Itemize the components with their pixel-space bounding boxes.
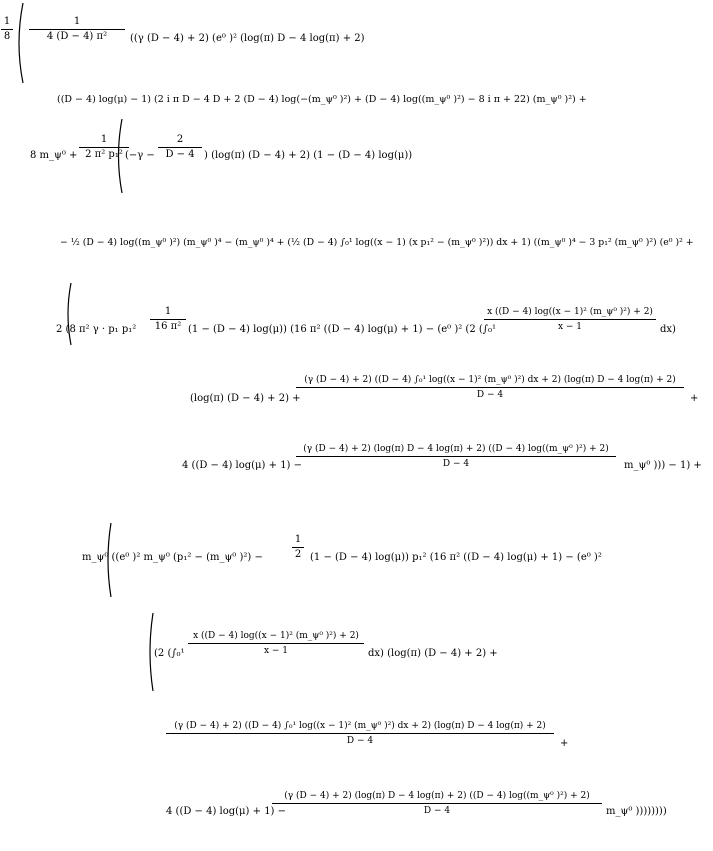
fraction-numerator: 1 <box>294 534 302 545</box>
fraction-denominator: x − 1 <box>188 643 364 657</box>
line-5-tail: dx) <box>660 324 676 335</box>
fraction-denominator: 8 <box>1 29 13 43</box>
fraction-gamma-term-1 <box>296 374 684 401</box>
line-7-lead: 4 ((D − 4) log(μ) + 1) − <box>182 460 303 471</box>
big-open-paren-4 <box>104 522 112 598</box>
line-3-mid: (−γ − <box>125 150 155 161</box>
fraction-denominator: D − 4 <box>166 733 554 747</box>
fraction-numerator: 2 <box>176 134 184 145</box>
fraction-numerator: x ((D − 4) log((x − 1)² (m_ψ⁰ )²) + 2) <box>193 631 359 641</box>
fraction-numerator: (γ (D − 4) + 2) (log(π) D − 4 log(π) + 2) ((D − 4) log((m_ψ⁰ )²) + 2) <box>284 791 590 801</box>
fraction-numerator: 1 <box>3 16 11 27</box>
line-5-lead: 2 (8 π² γ · p₁ p₁² <box>56 324 137 335</box>
fraction-one-eighth <box>1 16 13 43</box>
fraction-numerator: 1 <box>164 306 172 317</box>
fraction-integrand-2 <box>188 630 364 657</box>
line-6-lead: (log(π) (D − 4) + 2) + <box>190 393 301 404</box>
line-11-lead: 4 ((D − 4) log(μ) + 1) − <box>166 806 287 817</box>
fraction-inverse-16pi2 <box>150 306 186 333</box>
fraction-denominator: 2 π² p₁² <box>79 147 129 161</box>
line-7-tail: m_ψ⁰ ))) − 1) + <box>624 460 702 471</box>
line-2: ((D − 4) log(μ) − 1) (2 i π D − 4 D + 2 (D − 4) log(−(m_ψ⁰ )²) + (D − 4) log((m_ψ⁰ )²) − 8 i π + 22) (m_ψ⁰ )²) + <box>57 94 587 105</box>
line-3-lead: 8 m_ψ⁰ + <box>30 150 78 161</box>
fraction-denominator: D − 4 <box>158 147 202 161</box>
fraction-numerator: (γ (D − 4) + 2) ((D − 4) ∫₀¹ log((x − 1)² (m_ψ⁰ )²) dx + 2) (log(π) D − 4 log(π) + 2) <box>174 721 546 731</box>
fraction-prefactor <box>29 16 125 43</box>
fraction-numerator: x ((D − 4) log((x − 1)² (m_ψ⁰ )²) + 2) <box>487 307 653 317</box>
big-open-paren-2 <box>114 118 123 194</box>
fraction-numerator: 1 <box>100 134 108 145</box>
fraction-numerator: (γ (D − 4) + 2) (log(π) D − 4 log(π) + 2) ((D − 4) log((m_ψ⁰ )²) + 2) <box>303 444 609 454</box>
line-5-mid: (1 − (D − 4) log(μ)) (16 π² ((D − 4) log(μ) + 1) − (e⁰ )² (2 (∫₀¹ <box>188 324 496 335</box>
fraction-denominator: 4 (D − 4) π² <box>29 29 125 43</box>
line-6-tail: + <box>690 393 699 404</box>
fraction-denominator: 16 π² <box>150 319 186 333</box>
fraction-gamma-term-4 <box>272 790 602 817</box>
big-open-paren-5 <box>146 612 154 692</box>
fraction-denominator: x − 1 <box>484 319 656 333</box>
fraction-one-half <box>292 534 304 561</box>
fraction-numerator: (γ (D − 4) + 2) ((D − 4) ∫₀¹ log((x − 1)² (m_ψ⁰ )²) dx + 2) (log(π) D − 4 log(π) + 2) <box>304 375 676 385</box>
line-8-lead: m_ψ⁰ ((e⁰ )² m_ψ⁰ (p₁² − (m_ψ⁰ )²) − <box>82 552 263 563</box>
fraction-integrand-1 <box>484 306 656 333</box>
big-open-paren-1 <box>14 2 24 84</box>
fraction-gamma-term-2 <box>296 443 616 470</box>
fraction-denominator: 2 <box>292 547 304 561</box>
fraction-denominator: D − 4 <box>296 387 684 401</box>
line-1-tail: ((γ (D − 4) + 2) (e⁰ )² (log(π) D − 4 log(π) + 2) <box>130 33 365 44</box>
fraction-denominator: D − 4 <box>296 456 616 470</box>
fraction-numerator: 1 <box>73 16 81 27</box>
fraction-2-over-d4 <box>158 134 202 161</box>
line-9-tail: dx) (log(π) (D − 4) + 2) + <box>368 648 498 659</box>
line-8-tail: (1 − (D − 4) log(μ)) p₁² (16 π² ((D − 4) log(μ) + 1) − (e⁰ )² <box>310 552 602 563</box>
line-11-tail: m_ψ⁰ )))))))) <box>606 806 667 817</box>
line-9-lead: (2 (∫₀¹ <box>154 648 185 659</box>
fraction-gamma-term-3 <box>166 720 554 747</box>
fraction-denominator: D − 4 <box>272 803 602 817</box>
line-3-tail: ) (log(π) (D − 4) + 2) (1 − (D − 4) log(μ)) <box>204 150 413 161</box>
line-10-tail: + <box>560 738 569 749</box>
line-4: − ½ (D − 4) log((m_ψ⁰ )²) (m_ψ⁰ )⁴ − (m_ψ⁰ )⁴ + (½ (D − 4) ∫₀¹ log((x − 1) (x p₁² − (m_ψ⁰ )²)) dx + 1) ((m_ψ⁰ )⁴ − 3 p₁² (m_ψ⁰ )²) (e⁰ )² + <box>60 237 694 248</box>
big-open-paren-3 <box>64 282 72 346</box>
